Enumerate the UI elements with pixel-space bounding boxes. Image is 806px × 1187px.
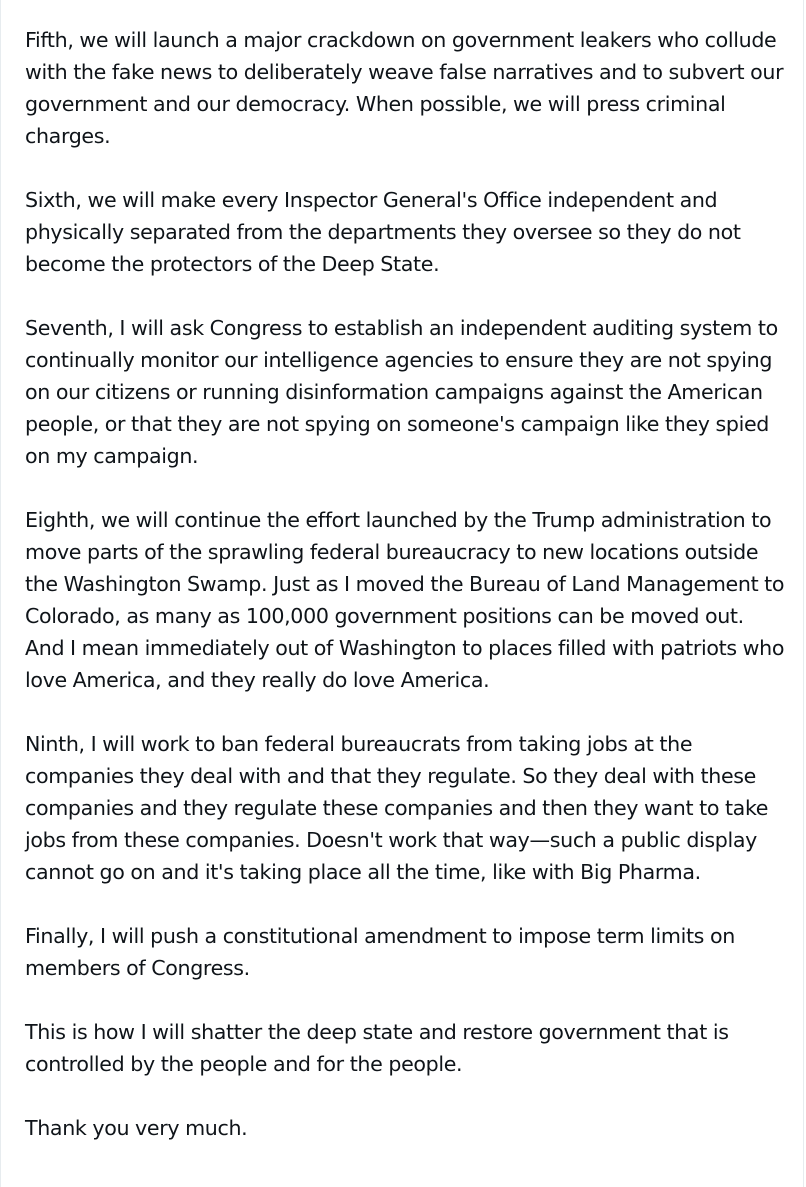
paragraph-sixth: Sixth, we will make every Inspector General's Office independent and physically separated from the departments they oversee so they do not become the protectors of the Deep State. [25, 188, 741, 276]
paragraph-ninth: Ninth, I will work to ban federal bureaucrats from taking jobs at the companies they deal with and that they regulate. So they deal with these companies and they regulate these companies and then they want to take jobs from these companies. Doesn't work that way—such a public display cannot go on and it's taking place all the time, like with Big Pharma. [25, 732, 769, 884]
paragraph-finally: Finally, I will push a constitutional amendment to impose term limits on members of Congress. [25, 924, 735, 980]
paragraph-seventh: Seventh, I will ask Congress to establish an independent auditing system to continually monitor our intelligence agencies to ensure they are not spying on our citizens or running disinformation campaigns against the American people, or that they are not spying on someone's campaign like they spied on my campaign. [25, 316, 778, 468]
paragraph-thank-you: Thank you very much. [25, 1116, 248, 1140]
post-body-text [25, 24, 787, 1144]
paragraph-fifth: Fifth, we will launch a major crackdown on government leakers who collude with the fake news to deliberately weave false narratives and to subvert our government and our democracy. When possible, we will press criminal charges. [25, 28, 784, 148]
paragraph-conclusion: This is how I will shatter the deep state and restore government that is controlled by the people and for the people. [25, 1020, 729, 1076]
paragraph-eighth: Eighth, we will continue the effort launched by the Trump administration to move parts of the sprawling federal bureaucracy to new locations outside the Washington Swamp. Just as I moved the Bureau of Land Management to Colorado, as many as 100,000 government positions can be moved out. And I mean immediately out of Washington to places filled with patriots who love America, and they really do love America. [25, 508, 785, 692]
